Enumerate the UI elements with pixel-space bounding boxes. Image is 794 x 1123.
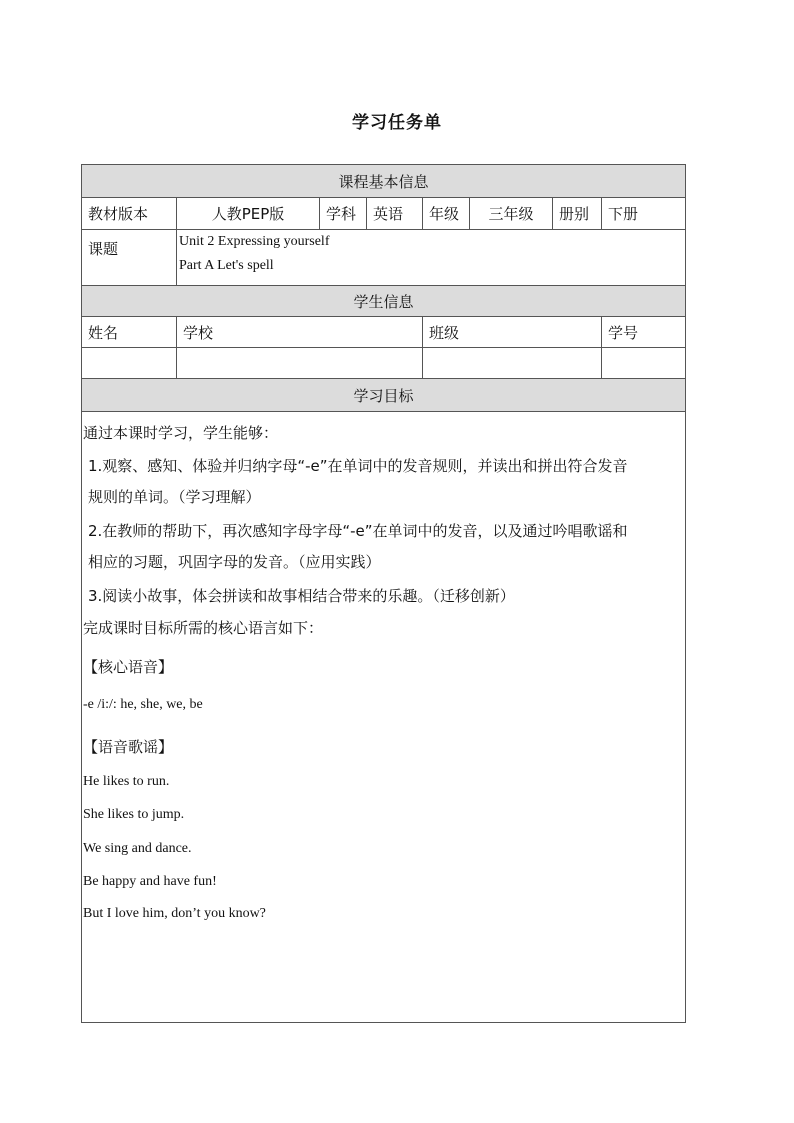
student-info-header: 学生信息 [81, 285, 686, 317]
course-info-header: 课程基本信息 [81, 164, 686, 198]
name-input-cell[interactable] [81, 347, 177, 379]
grade-value: 三年级 [469, 197, 553, 230]
grade-label: 年级 [422, 197, 470, 230]
objective-item-3: 3.阅读小故事，体会拼读和故事相结合带来的乐趣。（迁移创新） [88, 587, 515, 605]
page-title: 学习任务单 [352, 113, 442, 133]
chant-line-2: She likes to jump. [83, 807, 185, 822]
topic-label: 课题 [81, 229, 177, 286]
subject-value: 英语 [366, 197, 423, 230]
name-label: 姓名 [81, 316, 177, 348]
student-id-label: 学号 [601, 316, 686, 348]
core-phonics-title: 【核心语音】 [83, 658, 174, 676]
class-input-cell[interactable] [422, 347, 602, 379]
objective-item-2-cont: 相应的习题，巩固字母的发音。（应用实践） [88, 553, 381, 571]
chant-line-3: We sing and dance. [83, 841, 192, 856]
topic-line-part: Part A Let's spell [179, 258, 274, 273]
school-input-cell[interactable] [176, 347, 423, 379]
objectives-header: 学习目标 [81, 378, 686, 412]
volume-value: 下册 [601, 197, 686, 230]
core-language-intro: 完成课时目标所需的核心语言如下： [83, 619, 324, 637]
chant-title: 【语音歌谣】 [83, 738, 174, 756]
objectives-body [81, 411, 686, 1023]
chant-line-5: But I love him, don’t you know? [83, 906, 266, 921]
objective-item-1-cont: 规则的单词。（学习理解） [88, 488, 261, 506]
topic-value [176, 229, 686, 286]
volume-label: 册别 [552, 197, 602, 230]
objectives-intro: 通过本课时学习，学生能够： [83, 424, 279, 442]
core-phonics-line: -e /i:/: he, she, we, be [83, 697, 203, 712]
subject-label: 学科 [319, 197, 367, 230]
student-id-input-cell[interactable] [601, 347, 686, 379]
school-label: 学校 [176, 316, 423, 348]
textbook-label: 教材版本 [81, 197, 177, 230]
topic-line-unit: Unit 2 Expressing yourself [179, 234, 330, 249]
objective-item-2: 2.在教师的帮助下，再次感知字母字母“-e”在单词中的发音，以及通过吟唱歌谣和 [88, 522, 628, 540]
chant-line-1: He likes to run. [83, 774, 170, 789]
class-label: 班级 [422, 316, 602, 348]
textbook-value: 人教PEP版 [176, 197, 320, 230]
chant-line-4: Be happy and have fun! [83, 874, 217, 889]
objective-item-1: 1.观察、感知、体验并归纳字母“-e”在单词中的发音规则，并读出和拼出符合发音 [88, 457, 628, 475]
task-sheet-table [81, 164, 686, 1023]
